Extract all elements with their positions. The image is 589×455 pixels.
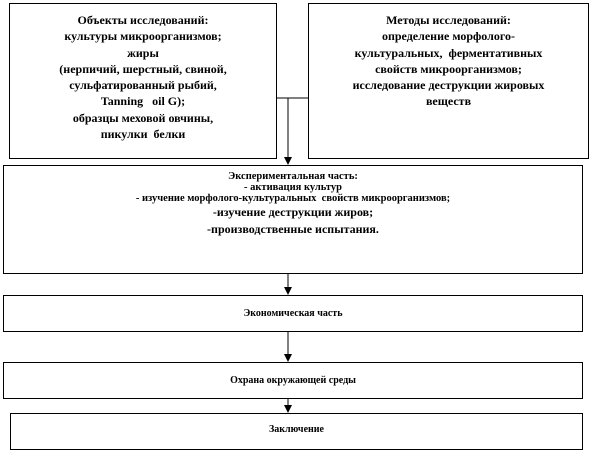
research-objects-box	[9, 3, 277, 159]
conclusion-label: Заключение	[269, 424, 324, 435]
environment-label: Охрана окружающей среды	[230, 375, 356, 386]
experimental-item: - изучение морфолого-культуральных свойств микроорганизмов;	[135, 193, 451, 204]
objects-line: Tanning oil G);	[100, 94, 186, 109]
experimental-item: -производственные испытания.	[207, 222, 379, 236]
objects-line: пикулки белки	[100, 127, 186, 142]
economic-label: Экономическая часть	[243, 308, 343, 319]
experimental-title: Экспериментальная часть:	[228, 171, 358, 182]
objects-line: культуры микроорганизмов;	[64, 29, 222, 44]
objects-title: Объекты исследований:	[77, 13, 209, 27]
methods-line: культуральных, ферментативных	[354, 45, 543, 60]
environmental-protection-box	[3, 362, 583, 399]
methods-line: свойств микроорганизмов;	[375, 61, 522, 76]
economic-part-box	[3, 295, 583, 332]
methods-line: исследование деструкции жировых	[352, 78, 545, 93]
experimental-item: -изучение деструкции жиров;	[212, 205, 374, 219]
objects-line: (нерпичий, шерстный, свиной,	[59, 61, 227, 76]
objects-line: образцы меховой овчины,	[72, 110, 214, 125]
objects-line: жиры	[127, 45, 159, 60]
research-methods-box	[308, 3, 589, 159]
objects-line: сульфатированный рыбий,	[69, 78, 217, 93]
conclusion-box	[10, 413, 583, 450]
methods-line: веществ	[425, 94, 472, 109]
experimental-part-box	[3, 165, 583, 274]
experimental-item: - активация культур	[244, 182, 342, 193]
methods-line: определение морфолого-	[381, 29, 516, 44]
methods-title: Методы исследований:	[386, 13, 511, 27]
